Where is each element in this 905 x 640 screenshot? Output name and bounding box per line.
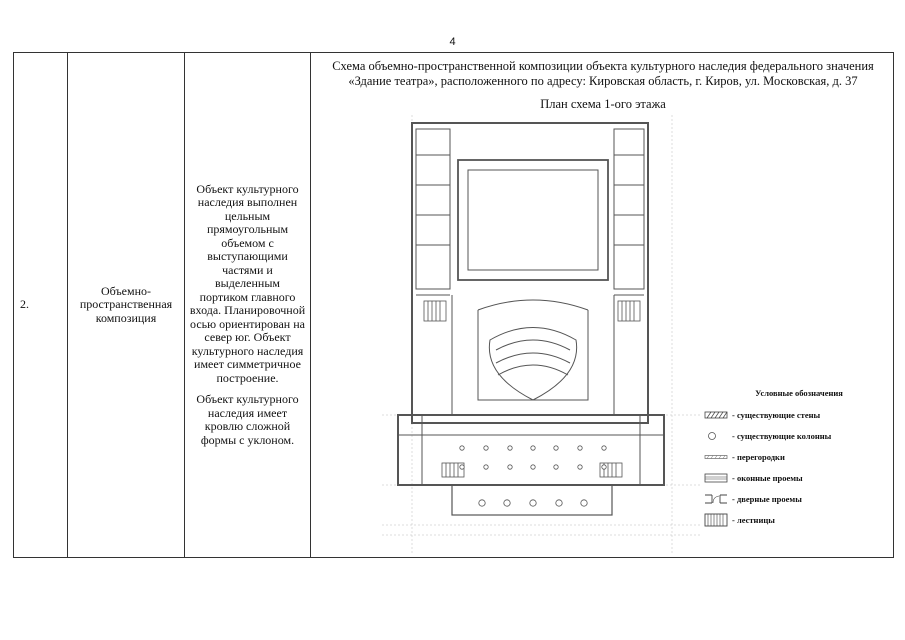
content-table [13,52,894,558]
page-number: 4 [449,36,456,48]
legend-item-stairs: - лестницы [704,509,874,530]
legend [704,388,874,530]
scheme-title: Схема объемно-пространственной композиции объекта культурного наследия федерального значения «Здание театра», расположенного по адресу: Кировская область, г. Киров, ул. Московская, д. 37 [332,59,874,88]
legend-item-windows: - оконные проемы [704,467,874,488]
column-circle-icon [704,431,728,441]
description-paragraph-1: Объект культурного наследия выполнен цельным прямоугольным объемом с выступающими частями и выделенным портиком главного входа. Планировочной осью ориентирован на север юг. Объект культурного наследия имеет симметричное построение. [189,181,306,385]
floor-plan-drawing [382,115,702,555]
door-opening-icon [704,493,728,505]
legend-item-columns: - существующие колонны [704,425,874,446]
row-name: Объемно-пространственная композиция [79,283,173,325]
legend-title: Условные обозначения [755,388,843,398]
legend-item-walls: - существующие стены [704,404,874,425]
plan-title: План схема 1-ого этажа [540,97,666,111]
row-number: 2. [20,297,29,312]
stairs-icon [704,513,728,527]
partition-icon [704,452,728,462]
hatched-wall-icon [704,410,728,420]
window-opening-icon [704,472,728,484]
legend-item-doors: - дверные проемы [704,488,874,509]
legend-item-partitions: - перегородки [704,446,874,467]
description-paragraph-2: Объект культурного наследия имеет кровлю сложной формы с уклоном. [196,392,299,447]
row-description [185,53,310,557]
